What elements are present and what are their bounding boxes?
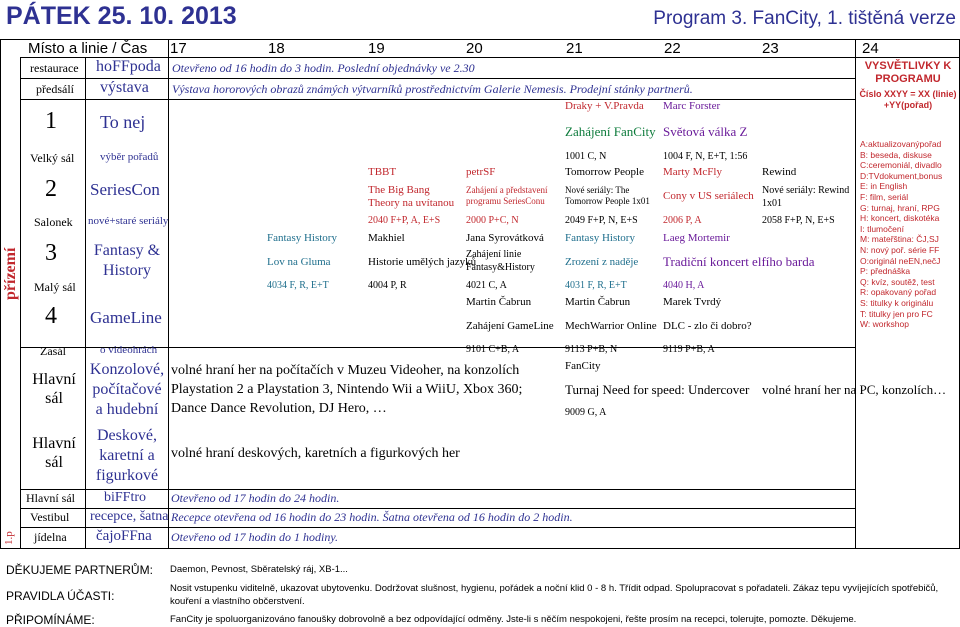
line-recepce: recepce, šatna [90,509,169,524]
event-rewind-desc: Nové seriály: Rewind 1x01 [762,185,850,209]
vestibul-info: Recepce otevřena od 16 hodin do 23 hodin. Šatna otevřena od 16 hodin do 2 hodin. [171,510,573,524]
place-hlavni-sal-2: Hlavní sál [32,435,76,471]
rules-label: PRAVIDLA ÚČASTI: [6,589,115,603]
event-fancity-desc: Turnaj Need for speed: Undercover [565,382,750,397]
thanks-label: DĚKUJEME PARTNERŮM: [6,563,153,577]
legend-item: O:originál neEN,nečJ [860,255,941,266]
event-fancity-code: 9009 G, A [565,407,607,418]
line-vystava: výstava [100,79,149,96]
event-cabrun2-code: 9113 P+B, N [565,344,618,355]
line-cajoffna: čajoFFna [96,528,152,544]
line-4-number: 4 [45,303,57,329]
event-makhiel-title: Makhiel [368,232,405,244]
event-jana-code: 4021 C, A [466,280,507,291]
event-cabrun2-desc: MechWarrior Online [565,320,657,332]
place-predsali: předsálí [36,82,74,96]
line-3-number: 3 [45,240,57,266]
line-3-name: Fantasy & History [93,242,161,279]
legend-item: S: titulky k originálu [860,297,934,308]
event-tvrdy-code: 9119 P+B, A [663,344,715,355]
event-cabrun1-title: Martin Čabrun [466,296,532,308]
event-laeg-desc: Tradiční koncert elfího barda [663,254,815,269]
legend-item: R: opakovaný pořad [860,287,937,298]
event-zahajeni-fc: Zahájení FanCity [565,124,656,139]
event-laeg-code: 4040 H, A [663,280,705,291]
legend-item: A:aktualizovanýpořad [860,139,942,149]
event-svetova-code: 1004 F, N, E+T, 1:56 [663,151,748,162]
jidelna-info: Otevřeno od 17 hodin do 1 hodiny. [171,530,338,544]
hour-21: 21 [566,40,583,57]
line-bifftro: biFFtro [104,490,147,505]
legend-item: D:TVdokument,bonus [860,170,943,181]
event-fh-history-code: 4034 F, R, E+T [267,280,329,291]
place-vestibul: Vestibul [30,510,70,524]
hour-23: 23 [762,40,779,57]
place-zasal: Zasál [40,344,66,358]
event-jana-title: Jana Syrovátková [466,232,544,244]
program-version: Program 3. FanCity, 1. tištěná verze [653,8,956,29]
legend-item: M: mateřština: ČJ,SJ [860,234,939,245]
event-fh-history2-code: 4031 F, R, E+T [565,280,627,291]
event-cabrun1-desc: Zahájení GameLine [466,320,554,332]
line-2-name: SeriesCon [90,180,160,199]
konzolove-text-2: Playstation 2 a Playstation 3, Nintendo Wii a WiiU, Xbox 360; [171,382,523,397]
event-tbbt-title: TBBT [368,166,397,178]
legend-item: F: film, seriál [860,191,909,202]
line-konzolove: Konzolové, počítačové a hudební [89,361,165,418]
floor-label-first: 1.p [3,531,15,545]
event-marty-title: Marty McFly [663,166,722,178]
legend-item: I: tlumočení [860,223,904,234]
line-1-name: To nej [100,112,146,132]
event-tvrdy-title: Marek Tvrdý [663,296,722,308]
place-hlavni-sal-1: Hlavní sál [32,371,76,407]
place-jidelna: jídelna [34,530,67,544]
event-marc-title: Marc Forster [663,100,721,112]
event-rewind-code: 2058 F+P, N, E+S [762,215,835,226]
legend-item: G: turnaj, hraní, RPG [860,202,940,213]
legend-item: Q: kvíz, soutěž, test [860,276,935,287]
event-tbbt-desc: The Big Bang Theory na uvítanou [368,184,455,209]
legend-item: P: přednáška [860,266,911,277]
legend-items [860,139,958,330]
hour-20: 20 [466,40,483,57]
konzolove-text-3: Dance Dance Revolution, DJ Hero, … [171,401,387,416]
floor-label-ground: přízemí [2,247,19,300]
event-fh-history-title: Fantasy History [267,232,337,244]
event-tvrdy-desc: DLC - zlo či dobro? [663,320,752,332]
legend-item: E: in English [860,181,908,192]
line-2-sub: nové+staré seriály [88,215,169,227]
hour-18: 18 [268,40,285,57]
line-4-name: GameLine [90,308,162,327]
remind-label: PŘIPOMÍNÁME: [6,613,95,627]
vystava-info: Výstava hororových obrazů známých výtvarníků prostřednictvím Galerie Nemesis. Prodejní stánky partnerů. [172,82,693,96]
remind-text: FanCity je spoluorganizováno fanoušky dobrovolně a bez odpovídající odměny. Jste-li s něčím nespokojeni, řešte prosím na recepci, tolerujte, pomozte. Děkujeme. [170,614,857,625]
event-petrsf-desc: Zahájení a představení programu SeriesConu [466,185,548,206]
event-marty-code: 2006 P, A [663,215,702,226]
legend-item: W: workshop [860,319,909,330]
event-tomorrow-desc: Nové seriály: The Tomorrow People 1x01 [565,185,650,206]
place-maly-sal: Malý sál [34,280,76,294]
page-title: PÁTEK 25. 10. 2013 [6,2,237,30]
event-marty-desc: Cony v US seriálech [663,190,754,202]
event-laeg-title: Laeg Mortemir [663,232,730,244]
legend-item: H: koncert, diskotéka [860,213,940,224]
line-4-sub: o videohrách [100,344,158,356]
event-tomorrow-title: Tomorrow People [565,166,644,178]
line-deskove: Deskové, karetní a figurkové [95,427,159,484]
legend-item: B: beseda, diskuse [860,149,932,160]
legend-item: C:ceremoniál, divadlo [860,160,942,171]
event-draky-title: Draky + V.Pravda [565,100,644,112]
line-2-number: 2 [45,176,57,202]
event-rewind-title: Rewind [762,166,797,178]
hour-22: 22 [664,40,681,57]
event-cabrun1-code: 9101 C+B, A [466,344,520,355]
event-cabrun2-title: Martin Čabrun [565,296,631,308]
bifftro-info: Otevřeno od 17 hodin do 24 hodin. [171,491,340,505]
konzolove-text-1: volné hraní her na počítačích v Muzeu Videoher, na konzolích [171,363,520,378]
event-fancity-title: FanCity [565,360,601,372]
event-svetova-valka: Světová válka Z [663,124,748,139]
place-restaurace: restaurace [30,61,79,75]
hour-24: 24 [862,40,879,57]
rules-text-2: kouření a vlastního občerstvení. [170,596,305,607]
legend-item: N: nový poř. série FF [860,244,940,255]
thanks-text: Daemon, Pevnost, Sběratelský ráj, XB-1... [170,564,348,575]
deskove-text: volné hraní deskových, karetních a figurkových her [171,446,460,461]
event-petrsf-title: petrSF [466,166,496,178]
legend-code: Číslo XXYY = XX (linie) +YY(pořad) [859,89,957,110]
event-tbbt-code: 2040 F+P, A, E+S [368,215,441,226]
event-tomorrow-code: 2049 F+P, N, E+S [565,215,638,226]
event-fh-history2-desc: Zrození z naděje [565,256,639,268]
restaurace-info: Otevřeno od 16 hodin do 3 hodin. Poslední objednávky ve 2.30 [172,61,475,75]
hour-17: 17 [170,40,187,57]
event-petrsf-code: 2000 P+C, N [466,215,519,226]
event-fh-history-desc: Lov na Gluma [267,256,331,268]
hour-19: 19 [368,40,385,57]
place-salonek: Salonek [34,215,73,229]
rules-text-1: Nosit vstupenku viditelně, ukazovat ubytovenku. Dodržovat slušnost, hygienu, pořádek a noční klid 0 - 8 h. Třídit odpad. Spolupracovat s pořadateli. Zákaz tepu vyvíjejících spotřebičů, [170,583,939,594]
event-jana-desc: Zahájení linie Fantasy&History [466,249,535,273]
event-makhiel-code: 4004 P, R [368,280,407,291]
line-hoffpoda: hoFFpoda [96,58,161,75]
event-fh-history2-title: Fantasy History [565,232,635,244]
legend-title: VYSVĚTLIVKY K PROGRAMU [864,60,952,85]
line-1-number: 1 [45,108,57,134]
event-pc-free: volné hraní her na PC, konzolích… [762,382,947,397]
event-zahajeni-code: 1001 C, N [565,151,607,162]
event-makhiel-desc: Historie umělých jazyků [368,256,477,268]
place-line-time-label: Místo a linie / Čas [28,40,148,57]
legend-item: T: titulky jen pro FC [860,308,933,319]
line-1-sub: výběr pořadů [100,151,159,163]
place-velky-sal: Velký sál [30,151,75,165]
place-hlavni-sal-3: Hlavní sál [26,491,75,505]
